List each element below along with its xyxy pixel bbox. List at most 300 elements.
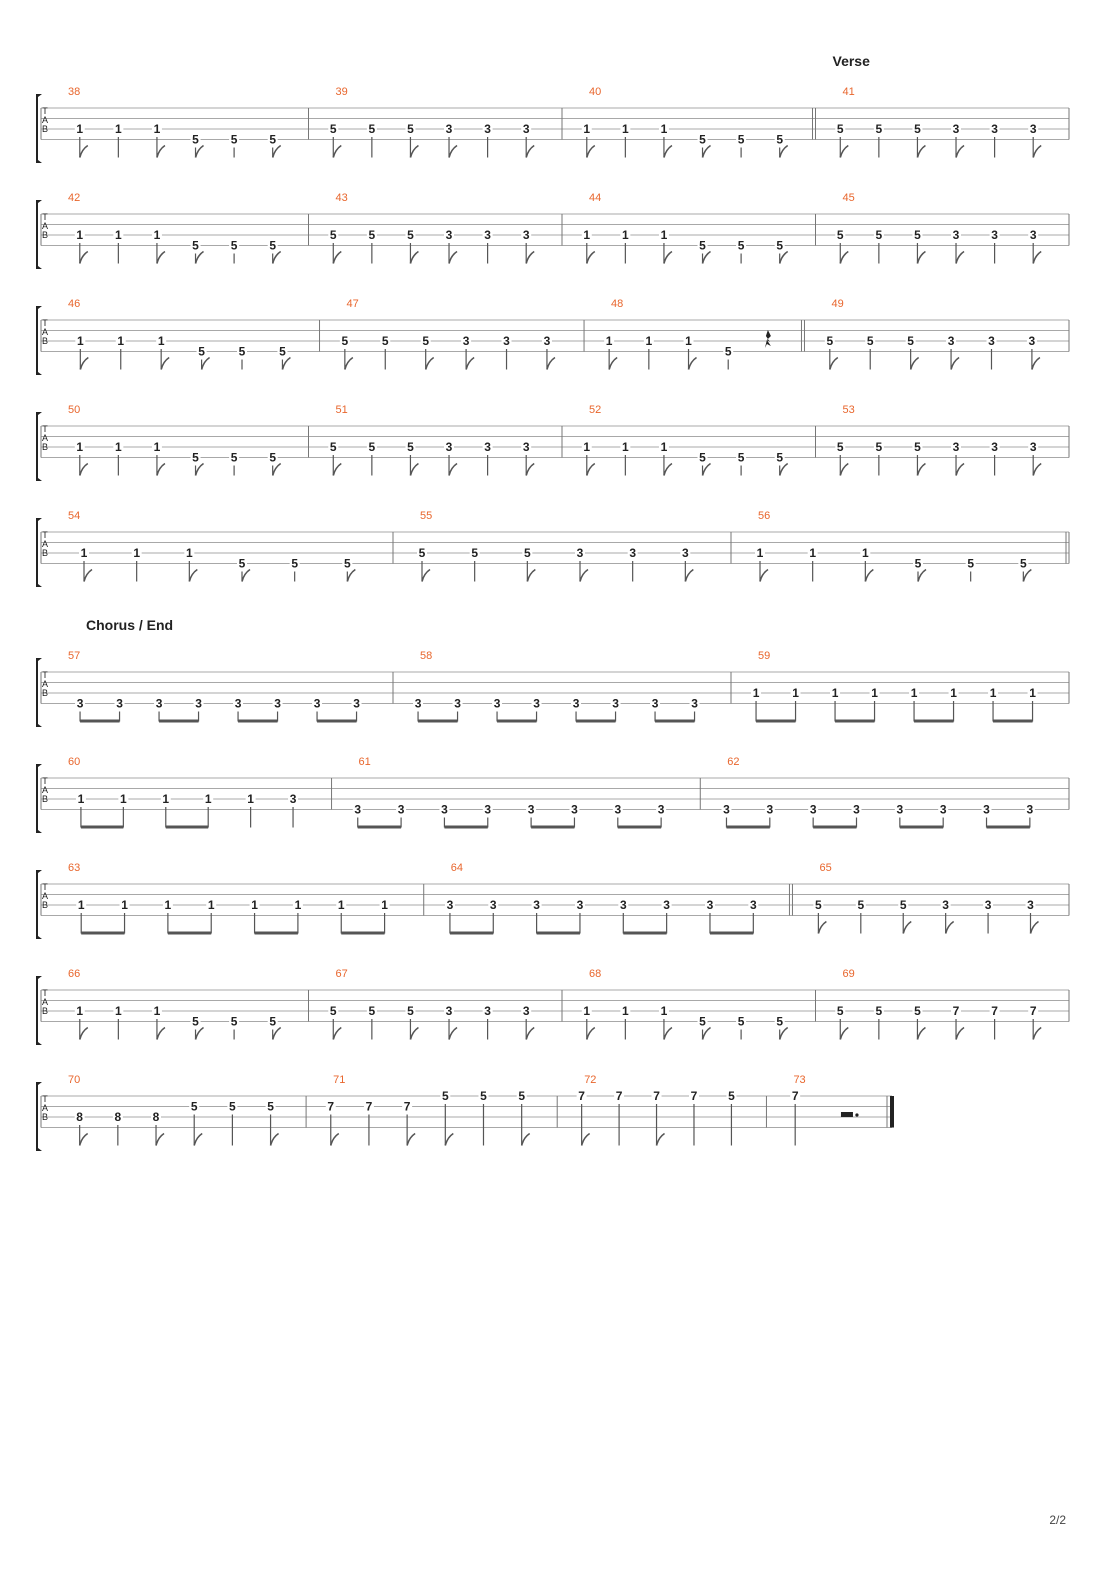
fret-number: 5	[238, 344, 246, 359]
fret-number: 5	[826, 334, 834, 348]
eighth-flag	[526, 146, 534, 158]
eighth-flag	[526, 252, 534, 264]
fret-number: 1	[247, 792, 254, 806]
tab-clef-letter: A	[41, 1103, 49, 1113]
fret-number: 5	[329, 440, 337, 454]
tab-clef-letter: A	[41, 997, 49, 1007]
eighth-flag	[333, 1028, 341, 1040]
eighth-flag	[345, 358, 353, 370]
eighth-flag	[609, 358, 617, 370]
measure-number: 47	[346, 298, 359, 310]
beam	[900, 826, 943, 829]
eighth-flag	[80, 1134, 88, 1146]
fret-number: 5	[914, 228, 921, 242]
fret-number: 1	[204, 792, 212, 806]
tab-clef-letter: A	[41, 891, 49, 901]
tab-clef-letter: B	[41, 230, 49, 240]
eighth-flag	[865, 570, 873, 582]
fret-number: 5	[269, 238, 277, 253]
tab-system	[36, 404, 1069, 481]
fret-number: 5	[343, 556, 351, 571]
fret-number: 1	[120, 792, 127, 806]
fret-number: 1	[117, 334, 125, 348]
eighth-flag	[911, 358, 919, 370]
measure-number: 48	[611, 298, 624, 310]
fret-number: 5	[1019, 556, 1027, 571]
eighth-flag	[410, 464, 418, 476]
tab-clef-letter: A	[41, 327, 49, 337]
rest-dot	[855, 1113, 858, 1116]
tab-system	[36, 968, 1069, 1045]
tab-clef-letter: A	[41, 221, 49, 231]
fret-number: 1	[153, 122, 161, 136]
fret-number: 8	[76, 1110, 83, 1124]
fret-number: 1	[76, 440, 84, 454]
fret-number: 3	[441, 802, 448, 817]
eighth-flag	[951, 358, 959, 370]
fret-number: 3	[445, 122, 453, 136]
fret-number: 5	[341, 334, 349, 348]
fret-number: 3	[576, 898, 584, 912]
fret-number: 3	[414, 696, 422, 711]
eighth-flag	[242, 570, 250, 582]
beam	[835, 720, 875, 723]
tab-clef-letter: B	[41, 1112, 49, 1122]
tab-system	[36, 53, 1069, 163]
fret-number: 5	[192, 1014, 199, 1029]
fret-number: 1	[861, 546, 869, 560]
beam	[987, 826, 1030, 829]
fret-number: 5	[699, 132, 706, 147]
eighth-flag	[273, 1028, 281, 1040]
eighth-flag	[657, 1134, 665, 1146]
fret-number: 1	[153, 1004, 161, 1018]
tab-clef-letter: A	[41, 785, 49, 795]
fret-number: 3	[939, 802, 947, 817]
fret-number: 5	[836, 228, 844, 242]
eighth-flag	[818, 922, 826, 934]
eighth-flag	[156, 1134, 164, 1146]
fret-number: 5	[267, 1099, 274, 1114]
fret-number: 5	[269, 1014, 277, 1029]
fret-number: 5	[875, 228, 883, 242]
fret-number: 3	[493, 696, 501, 711]
fret-number: 3	[942, 898, 949, 912]
fret-number: 7	[403, 1099, 411, 1114]
eighth-flag	[410, 146, 418, 158]
eighth-flag	[80, 252, 88, 264]
quarter-rest	[765, 330, 771, 348]
fret-number: 1	[207, 898, 215, 912]
eighth-flag	[80, 146, 88, 158]
eighth-flag	[449, 252, 457, 264]
beam	[166, 826, 208, 829]
fret-number: 1	[157, 334, 165, 348]
measure-number: 53	[842, 404, 855, 416]
tab-clef-letter: B	[41, 442, 49, 452]
measure-number: 39	[335, 86, 348, 98]
measure-number: 45	[842, 192, 855, 204]
eighth-flag	[946, 922, 954, 934]
eighth-flag	[703, 464, 711, 476]
fret-number: 5	[269, 450, 277, 465]
fret-number: 3	[576, 546, 584, 560]
fret-number: 1	[622, 122, 629, 136]
fret-number: 5	[875, 1004, 883, 1018]
eighth-flag	[1033, 464, 1041, 476]
eighth-flag	[685, 570, 693, 582]
page-number: 2/2	[1049, 1513, 1066, 1527]
fret-number: 1	[660, 228, 668, 242]
fret-number: 5	[776, 238, 784, 253]
fret-number: 7	[327, 1099, 335, 1114]
fret-number: 5	[914, 556, 922, 571]
fret-number: 5	[480, 1089, 487, 1103]
eighth-flag	[410, 252, 418, 264]
fret-number: 5	[907, 334, 914, 348]
fret-number: 3	[749, 898, 757, 912]
eighth-flag	[157, 1028, 165, 1040]
measure-number: 46	[68, 298, 81, 310]
tab-clef-letter: T	[42, 424, 48, 434]
eighth-flag	[333, 146, 341, 158]
fret-number: 1	[133, 546, 141, 560]
fret-number: 5	[836, 440, 844, 454]
measure-number: 61	[358, 756, 371, 768]
fret-number: 5	[523, 546, 531, 560]
eighth-flag	[273, 464, 281, 476]
fret-number: 5	[230, 238, 238, 253]
fret-number: 1	[164, 898, 172, 912]
eighth-flag	[1023, 570, 1031, 582]
fret-number: 5	[737, 450, 745, 465]
eighth-flag	[196, 1028, 204, 1040]
eighth-flag	[522, 1134, 530, 1146]
fret-number: 3	[1028, 334, 1036, 348]
beam	[655, 720, 695, 723]
fret-number: 5	[836, 1004, 844, 1018]
beam	[341, 932, 384, 935]
eighth-flag	[664, 1028, 672, 1040]
eighth-flag	[917, 1028, 925, 1040]
fret-number: 1	[153, 440, 161, 454]
eighth-flag	[689, 358, 697, 370]
tab-system	[36, 298, 1069, 375]
measure-number: 52	[589, 404, 602, 416]
eighth-flag	[917, 464, 925, 476]
fret-number: 3	[1027, 898, 1034, 912]
fret-number: 3	[952, 122, 960, 136]
fret-number: 3	[543, 334, 551, 348]
fret-number: 1	[622, 228, 629, 242]
beam	[450, 932, 493, 935]
fret-number: 3	[691, 696, 698, 711]
fret-number: 1	[685, 334, 692, 348]
fret-number: 1	[294, 898, 302, 912]
fret-number: 3	[629, 546, 637, 560]
fret-number: 5	[368, 1004, 376, 1018]
fret-number: 1	[831, 686, 839, 700]
eighth-flag	[331, 1134, 339, 1146]
beam	[81, 826, 123, 829]
measure-number: 66	[68, 968, 81, 980]
eighth-flag	[917, 146, 925, 158]
beam	[255, 932, 298, 935]
eighth-flag	[664, 464, 672, 476]
fret-number: 3	[445, 1004, 453, 1018]
eighth-flag	[157, 146, 165, 158]
measure-number: 54	[68, 510, 81, 522]
fret-number: 7	[690, 1089, 698, 1103]
fret-number: 5	[229, 1099, 236, 1114]
beam	[317, 720, 357, 723]
fret-number: 1	[80, 546, 88, 560]
fret-number: 5	[329, 1004, 337, 1018]
eighth-flag	[1033, 252, 1041, 264]
eighth-flag	[80, 464, 88, 476]
eighth-flag	[780, 252, 788, 264]
fret-number: 5	[381, 334, 389, 348]
dotted-half-rest	[841, 1112, 853, 1117]
tab-clef-letter: T	[42, 318, 48, 328]
beam	[914, 720, 954, 723]
eighth-flag	[840, 1028, 848, 1040]
measure-number: 57	[68, 650, 81, 662]
fret-number: 5	[471, 546, 479, 560]
eighth-flag	[1033, 1028, 1041, 1040]
fret-number: 1	[583, 122, 591, 136]
tab-clef-letter: B	[41, 688, 49, 698]
fret-number: 1	[756, 546, 764, 560]
fret-number: 1	[660, 122, 668, 136]
fret-number: 1	[77, 792, 85, 806]
fret-number: 1	[76, 334, 84, 348]
fret-number: 7	[1029, 1004, 1037, 1018]
tab-clef-letter: B	[41, 794, 49, 804]
fret-number: 1	[115, 122, 122, 136]
fret-number: 3	[289, 792, 297, 806]
fret-number: 1	[76, 122, 84, 136]
fret-number: 7	[365, 1099, 373, 1114]
eighth-flag	[760, 570, 768, 582]
fret-number: 1	[622, 1004, 629, 1018]
fret-number: 5	[329, 122, 337, 136]
eighth-flag	[956, 464, 964, 476]
measure-number: 69	[842, 968, 855, 980]
measure-number: 50	[68, 404, 81, 416]
fret-number: 1	[121, 898, 128, 912]
tab-system	[36, 862, 1069, 939]
tab-clef-letter: A	[41, 433, 49, 443]
eighth-flag	[202, 358, 210, 370]
fret-number: 3	[354, 802, 362, 817]
eighth-flag	[527, 570, 535, 582]
fret-number: 3	[723, 802, 730, 817]
eighth-flag	[422, 570, 430, 582]
fret-number: 7	[578, 1089, 585, 1103]
eighth-flag	[780, 1028, 788, 1040]
fret-number: 7	[615, 1089, 623, 1103]
measure-number: 63	[68, 862, 81, 874]
fret-number: 5	[192, 132, 199, 147]
fret-number: 1	[622, 440, 629, 454]
measure-number: 67	[335, 968, 348, 980]
eighth-flag	[333, 252, 341, 264]
section-label: Chorus / End	[86, 617, 174, 633]
eighth-flag	[587, 146, 595, 158]
fret-number: 3	[614, 802, 622, 817]
fret-number: 5	[914, 122, 921, 136]
eighth-flag	[407, 1134, 415, 1146]
beam	[159, 720, 199, 723]
fret-number: 3	[446, 898, 454, 912]
eighth-flag	[664, 146, 672, 158]
fret-number: 3	[533, 898, 540, 912]
measure-number: 70	[68, 1074, 81, 1086]
fret-number: 5	[699, 1014, 706, 1029]
measure-number: 59	[758, 650, 771, 662]
eighth-flag	[347, 570, 355, 582]
tab-clef-letter: T	[42, 988, 48, 998]
fret-number: 5	[737, 1014, 745, 1029]
tab-clef-letter: A	[41, 539, 49, 549]
eighth-flag	[780, 146, 788, 158]
eighth-flag	[194, 1134, 202, 1146]
fret-number: 3	[155, 696, 163, 711]
eighth-flag	[582, 1134, 590, 1146]
fret-number: 1	[583, 1004, 591, 1018]
beam	[497, 720, 537, 723]
measure-number: 44	[589, 192, 602, 204]
fret-number: 5	[699, 238, 706, 253]
fret-number: 3	[397, 802, 405, 817]
eighth-flag	[80, 358, 88, 370]
eighth-flag	[956, 146, 964, 158]
fret-number: 3	[706, 898, 714, 912]
eighth-flag	[956, 252, 964, 264]
measure-number: 43	[335, 192, 348, 204]
fret-number: 5	[329, 228, 337, 242]
fret-number: 7	[952, 1004, 960, 1018]
fret-number: 3	[572, 696, 580, 711]
measure-number: 60	[68, 756, 81, 768]
fret-number: 3	[489, 898, 497, 912]
fret-number: 5	[836, 122, 844, 136]
fret-number: 5	[899, 898, 907, 912]
fret-number: 5	[815, 898, 822, 912]
eighth-flag	[1033, 146, 1041, 158]
eighth-flag	[918, 570, 926, 582]
fret-number: 5	[776, 1014, 784, 1029]
fret-number: 5	[875, 122, 883, 136]
eighth-flag	[282, 358, 290, 370]
fret-number: 3	[313, 696, 321, 711]
fret-number: 5	[914, 440, 921, 454]
fret-number: 1	[162, 792, 170, 806]
measure-number: 40	[589, 86, 602, 98]
beam	[537, 932, 580, 935]
tab-system	[36, 1074, 894, 1151]
fret-number: 5	[866, 334, 874, 348]
eighth-flag	[449, 146, 457, 158]
tab-clef-letter: T	[42, 106, 48, 116]
fret-number: 1	[660, 440, 668, 454]
eighth-flag	[273, 252, 281, 264]
eighth-flag	[1032, 358, 1040, 370]
measure-number: 51	[335, 404, 348, 416]
tab-clef-letter: A	[41, 679, 49, 689]
eighth-flag	[903, 922, 911, 934]
fret-number: 5	[967, 556, 975, 571]
fret-number: 3	[533, 696, 540, 711]
fret-number: 1	[76, 1004, 84, 1018]
fret-number: 5	[291, 556, 299, 571]
fret-number: 5	[737, 238, 745, 253]
beam	[993, 720, 1033, 723]
final-barline-thick	[890, 1096, 894, 1128]
fret-number: 5	[914, 1004, 921, 1018]
fret-number: 5	[776, 132, 784, 147]
fret-number: 3	[234, 696, 242, 711]
fret-number: 3	[1029, 122, 1037, 136]
measure-number: 72	[584, 1074, 597, 1086]
eighth-flag	[196, 252, 204, 264]
tab-clef-letter: B	[41, 1006, 49, 1016]
fret-number: 3	[195, 696, 202, 711]
fret-number: 3	[612, 696, 619, 711]
fret-number: 3	[663, 898, 670, 912]
fret-number: 1	[809, 546, 817, 560]
tab-clef-letter: T	[42, 670, 48, 680]
beam	[576, 720, 616, 723]
fret-number: 1	[871, 686, 878, 700]
measure-number: 38	[68, 86, 81, 98]
eighth-flag	[426, 358, 434, 370]
fret-number: 1	[76, 228, 84, 242]
fret-number: 5	[776, 450, 784, 465]
beam	[531, 826, 574, 829]
eighth-flag	[830, 358, 838, 370]
fret-number: 3	[274, 696, 281, 711]
fret-number: 3	[952, 228, 960, 242]
beam	[756, 720, 796, 723]
tab-clef-letter: A	[41, 115, 49, 125]
eighth-flag	[956, 1028, 964, 1040]
fret-number: 1	[381, 898, 388, 912]
fret-number: 5	[230, 1014, 238, 1029]
eighth-flag	[703, 1028, 711, 1040]
eighth-flag	[196, 146, 204, 158]
fret-number: 3	[484, 440, 491, 454]
fret-number: 5	[238, 556, 246, 571]
fret-number: 1	[185, 546, 193, 560]
fret-number: 3	[952, 440, 960, 454]
eighth-flag	[273, 146, 281, 158]
fret-number: 3	[657, 802, 665, 817]
beam	[80, 720, 120, 723]
fret-number: 5	[407, 122, 414, 136]
eighth-flag	[840, 252, 848, 264]
fret-number: 5	[192, 450, 199, 465]
beam	[444, 826, 487, 829]
fret-number: 5	[368, 440, 376, 454]
measure-number: 58	[420, 650, 433, 662]
eighth-flag	[449, 1028, 457, 1040]
fret-number: 5	[407, 228, 414, 242]
fret-number: 5	[724, 344, 732, 359]
fret-number: 3	[991, 122, 998, 136]
fret-number: 5	[230, 132, 238, 147]
